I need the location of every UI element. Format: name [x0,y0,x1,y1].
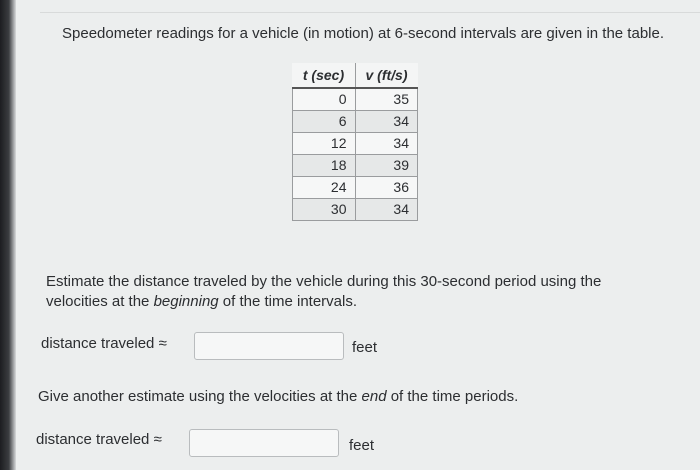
answer2-label: distance traveled ≈ [36,431,162,448]
velocity-cell: 34 [355,198,418,220]
time-cell: 6 [293,110,356,132]
time-cell: 18 [293,154,356,176]
velocity-cell: 39 [355,154,418,176]
velocity-table [292,63,418,221]
time-cell: 30 [293,198,356,220]
table-header-row [293,63,418,88]
time-cell: 24 [293,176,356,198]
table-row [293,176,418,198]
answer1-unit: feet [352,339,378,356]
velocity-cell: 34 [355,110,418,132]
question-end [38,387,678,407]
distance-answer-beginning-input[interactable] [194,332,344,360]
table-row [293,132,418,154]
table-row [293,88,418,110]
time-cell: 0 [293,88,356,110]
velocity-cell: 36 [355,176,418,198]
question-text: Give another estimate using the velocities at the [38,388,362,405]
photo-left-edge [0,0,16,470]
distance-answer-end-input[interactable] [189,429,339,457]
question-text: of the time intervals. [218,293,358,310]
velocity-cell: 34 [355,132,418,154]
answer2-unit: feet [349,437,375,454]
question-beginning [46,272,666,312]
table-row [293,154,418,176]
question-emphasis: end [361,388,387,405]
time-cell: 12 [293,132,356,154]
question-text: Estimate the distance traveled by the vehicle during this 30-second period using the velocities at the [46,273,602,310]
velocity-cell: 35 [355,88,418,110]
question-text: of the time periods. [386,388,519,405]
header-velocity: v (ft/s) [355,63,418,88]
top-divider [40,12,700,13]
problem-intro: Speedometer readings for a vehicle (in motion) at 6-second intervals are given in the table. [62,25,664,42]
answer1-label: distance traveled ≈ [41,335,167,352]
question-emphasis: beginning [153,293,219,310]
table-row [293,198,418,220]
table-row [293,110,418,132]
header-time: t (sec) [293,63,356,88]
